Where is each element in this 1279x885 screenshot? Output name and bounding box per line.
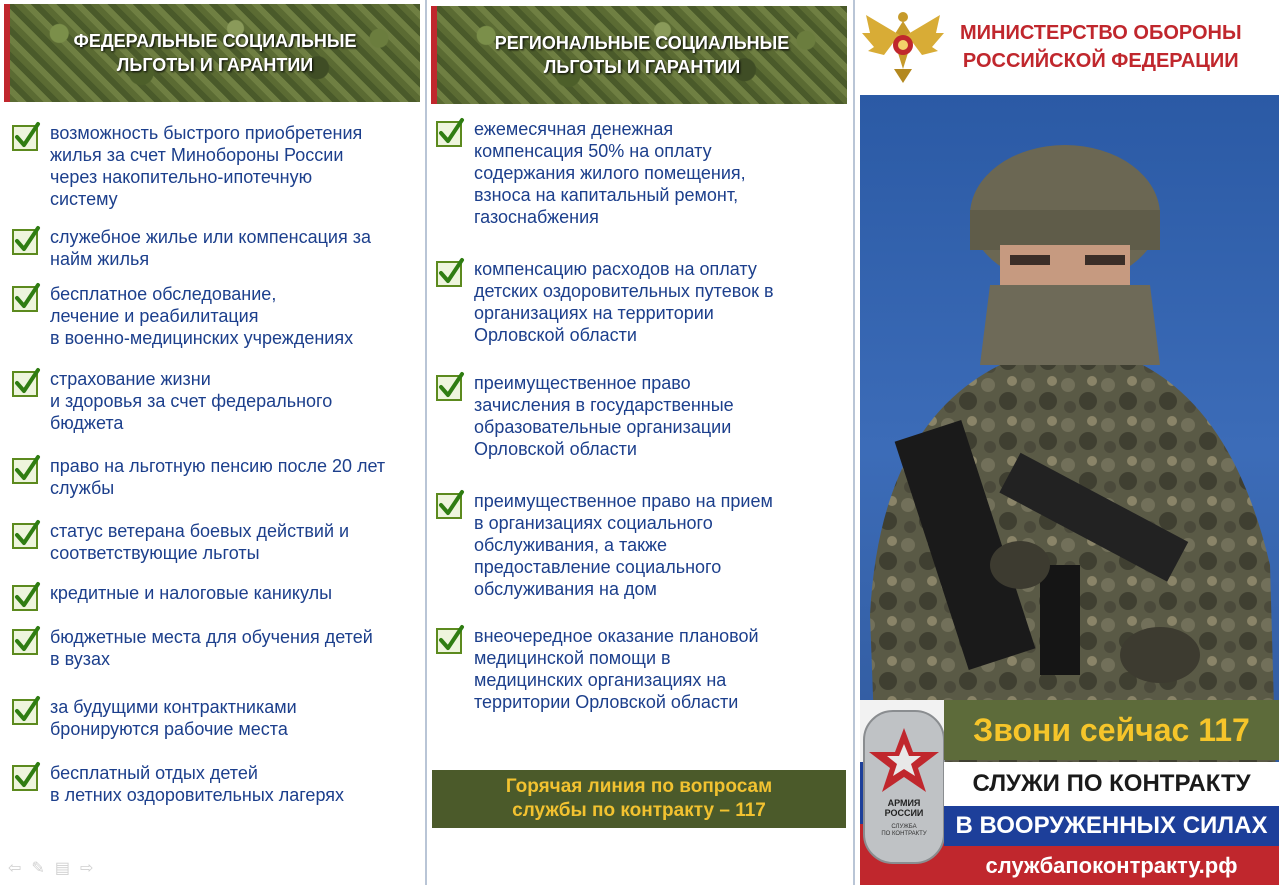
benefit-item bbox=[436, 490, 848, 600]
benefit-text: служебное жилье или компенсация за найм жилья bbox=[50, 227, 371, 269]
benefit-text: право на льготную пенсию после 20 лет службы bbox=[50, 456, 386, 498]
benefit-item bbox=[12, 696, 422, 740]
benefit-text: статус ветерана боевых действий и соответствующие льготы bbox=[50, 521, 350, 563]
benefit-text: бесплатный отдых детей в летних оздоровительных лагерях bbox=[50, 763, 345, 805]
checkbox-check-icon bbox=[12, 125, 38, 151]
checkbox-check-icon bbox=[12, 765, 38, 791]
benefit-text: кредитные и налоговые каникулы bbox=[50, 583, 333, 603]
benefit-text: страхование жизни и здоровья за счет федерального бюджета bbox=[50, 369, 333, 433]
checkbox-check-icon bbox=[12, 699, 38, 725]
benefit-item bbox=[436, 118, 848, 228]
federal-benefits-title: ФЕДЕРАЛЬНЫЕ СОЦИАЛЬНЫЕ ЛЬГОТЫ И ГАРАНТИИ bbox=[73, 31, 357, 75]
column-divider-right bbox=[853, 0, 855, 885]
checkbox-check-icon bbox=[12, 585, 38, 611]
benefit-text: преимущественное право зачисления в государственные образовательные организации Орловской области bbox=[474, 373, 734, 459]
benefit-text: за будущими контрактниками бронируются рабочие места bbox=[50, 697, 297, 739]
benefit-item bbox=[12, 122, 422, 210]
contract-line-1: СЛУЖИ ПО КОНТРАКТУ bbox=[944, 762, 1279, 806]
benefit-text: преимущественное право на прием в организациях социального обслуживания, а также предоставление социального обслуживания на дом bbox=[474, 491, 773, 599]
badge-title: АРМИЯ РОССИИ bbox=[884, 798, 924, 818]
benefit-item bbox=[436, 258, 848, 346]
pen-icon[interactable]: ✎ bbox=[31, 860, 45, 877]
checkbox-check-icon bbox=[12, 629, 38, 655]
menu-icon[interactable]: ▤ bbox=[54, 860, 70, 877]
benefit-item bbox=[436, 625, 848, 713]
regional-benefits-header bbox=[431, 6, 847, 104]
benefit-text: возможность быстрого приобретения жилья за счет Минобороны России через накопительно-ипотечную систему bbox=[50, 123, 363, 209]
regional-benefits-title: РЕГИОНАЛЬНЫЕ СОЦИАЛЬНЫЕ ЛЬГОТЫ И ГАРАНТИИ bbox=[494, 33, 790, 77]
federal-benefits-header bbox=[4, 4, 420, 102]
benefit-item bbox=[12, 582, 422, 611]
column-divider-left bbox=[425, 0, 427, 885]
benefit-item bbox=[12, 226, 422, 270]
checkbox-check-icon bbox=[12, 229, 38, 255]
benefit-item bbox=[12, 455, 422, 499]
call-now-banner: Звони сейчас 117 bbox=[944, 700, 1279, 760]
contract-line-2: В ВООРУЖЕННЫХ СИЛАХ bbox=[944, 806, 1279, 846]
checkbox-check-icon bbox=[12, 371, 38, 397]
checkbox-check-icon bbox=[436, 375, 462, 401]
checkbox-check-icon bbox=[12, 286, 38, 312]
army-badge bbox=[863, 710, 945, 864]
ministry-title: МИНИСТЕРСТВО ОБОРОНЫ РОССИЙСКОЙ ФЕДЕРАЦИИ bbox=[960, 21, 1242, 72]
benefit-item bbox=[12, 368, 422, 434]
benefit-item bbox=[12, 283, 422, 349]
checkbox-check-icon bbox=[436, 261, 462, 287]
checkbox-check-icon bbox=[12, 458, 38, 484]
website-link[interactable]: службапоконтракту.рф bbox=[944, 846, 1279, 885]
benefit-text: ежемесячная денежная компенсация 50% на оплату содержания жилого помещения, взноса на капитальный ремонт, газоснабжения bbox=[474, 119, 746, 227]
badge-subtitle: СЛУЖБА ПО КОНТРАКТУ bbox=[881, 824, 927, 837]
benefit-item bbox=[12, 520, 422, 564]
benefit-text: бюджетные места для обучения детей в вузах bbox=[50, 627, 373, 669]
star-badge-icon bbox=[865, 726, 943, 796]
checkbox-check-icon bbox=[436, 493, 462, 519]
forward-arrow-icon[interactable]: ⇨ bbox=[79, 860, 94, 877]
benefit-text: компенсацию расходов на оплату детских оздоровительных путевок в организациях на территории Орловской области bbox=[474, 259, 774, 345]
slide-nav bbox=[8, 858, 93, 878]
benefit-text: бесплатное обследование, лечение и реабилитация в военно-медицинских учреждениях bbox=[50, 284, 354, 348]
eagle-emblem-icon bbox=[860, 7, 946, 87]
benefit-item bbox=[436, 372, 848, 460]
checkbox-check-icon bbox=[436, 121, 462, 147]
benefit-item bbox=[12, 762, 422, 806]
ministry-header bbox=[860, 0, 1279, 93]
checkbox-check-icon bbox=[12, 523, 38, 549]
benefit-text: внеочередное оказание плановой медицинской помощи в медицинских организациях на территории Орловской области bbox=[474, 626, 759, 712]
back-arrow-icon[interactable]: ⇦ bbox=[8, 860, 22, 877]
benefit-item bbox=[12, 626, 422, 670]
hotline-banner: Горячая линия по вопросам службы по контракту – 117 bbox=[432, 770, 846, 828]
checkbox-check-icon bbox=[436, 628, 462, 654]
